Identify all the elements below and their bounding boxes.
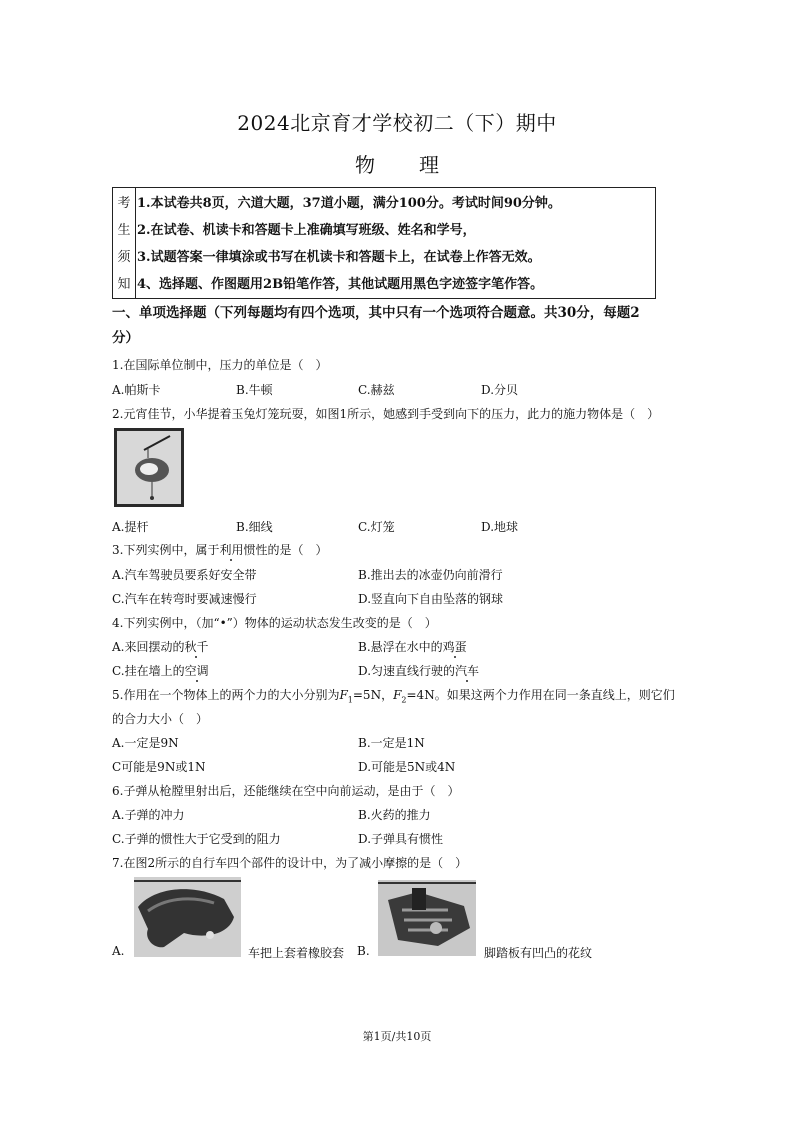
section-heading-cont: 分） <box>112 330 139 346</box>
notice-line: 4、选择题、作图题用2B铅笔作答，其他试题用黑色字迹签字笔作答。 <box>137 277 544 292</box>
notice-label-char: 知 <box>117 277 131 292</box>
q3-option-b: B.推出去的冰壶仍向前滑行 <box>358 568 503 582</box>
question-6-stem: 6.子弹从枪膛里射出后，还能继续在空中向前运动，是由于（ ） <box>112 784 460 798</box>
bike-handlebar-grip-image <box>134 877 241 957</box>
notice-line: 3.试题答案一律填涂或书写在机读卡和答题卡上，在试卷上作答无效。 <box>137 250 541 265</box>
notice-label-char: 生 <box>117 223 131 238</box>
notice-line: 1.本试卷共8页，六道大题，37道小题，满分100分。考试时间90分钟。 <box>137 196 561 211</box>
question-2-stem: 2.元宵佳节，小华提着玉兔灯笼玩耍，如图1所示，她感到手受到向下的压力，此力的施力物体是（ ） <box>112 407 660 421</box>
q6-option-c: C.子弹的惯性大于它受到的阻力 <box>112 832 281 846</box>
notice-label-char: 考 <box>117 196 131 211</box>
q6-option-d: D.子弹具有惯性 <box>358 832 444 846</box>
q6-option-b: B.火药的推力 <box>358 808 431 822</box>
bike-pedal-image <box>378 880 476 956</box>
q1-option-c: C.赫兹 <box>358 383 395 397</box>
question-5-stem-cont: 的合力大小（ ） <box>112 712 209 726</box>
q4-option-c: C.挂在墙上的空调 <box>112 664 209 678</box>
question-5-stem: 5.作用在一个物体上的两个力的大小分别为$F_1=5N$，$F_2=4N$。如果这两个力作用在同一条直线上，则它们 <box>112 688 675 705</box>
q4-option-d: D.匀速直线行驶的汽车 <box>358 664 480 678</box>
emphasis-text: 汽车 <box>455 664 480 678</box>
emphasis-text: 鸡蛋 <box>442 640 467 654</box>
q2-option-d: D.地球 <box>481 520 519 534</box>
q7-option-b-label: B. <box>357 944 370 958</box>
q5-option-b: B.一定是1N <box>358 736 425 750</box>
page-footer: 第1页/共10页 <box>362 1030 432 1043</box>
q2-option-a: A.提杆 <box>112 520 149 534</box>
notice-label-char: 须 <box>117 250 131 265</box>
notice-label-column <box>113 188 136 298</box>
notice-line: 2.在试卷、机读卡和答题卡上准确填写班级、姓名和学号， <box>137 223 476 238</box>
q4-option-a: A.来回摆动的秋千 <box>112 640 209 654</box>
question-4-stem: 4.下列实例中，（加“•”）物体的运动状态发生改变的是（ ） <box>112 616 437 630</box>
q2-option-b: B.细线 <box>236 520 273 534</box>
q5-option-a: A.一定是9N <box>112 736 179 750</box>
q1-option-b: B.牛顿 <box>236 383 273 397</box>
q6-option-a: A.子弹的冲力 <box>112 808 185 822</box>
question-3-stem: 3.下列实例中，属于利用惯性的是（ ） <box>112 543 328 557</box>
subject-title: 物理 <box>355 153 483 177</box>
section-heading: 一、单项选择题（下列每题均有四个选项，其中只有一个选项符合题意。共30分，每题2 <box>112 305 640 321</box>
exam-notice-box <box>112 187 656 299</box>
q3-option-a: A.汽车驾驶员要系好安全带 <box>112 568 257 582</box>
q2-option-c: C.灯笼 <box>358 520 395 534</box>
emphasis-text: 利用 <box>219 543 244 557</box>
q1-option-a: A.帕斯卡 <box>112 383 161 397</box>
q5-option-c: C可能是9N或1N <box>112 760 206 774</box>
q7-option-a-text: 车把上套着橡胶套 <box>248 946 345 960</box>
emphasis-text: 空调 <box>184 664 209 678</box>
lantern-figure-image <box>114 428 184 507</box>
q3-option-d: D.竖直向下自由坠落的钢球 <box>358 592 504 606</box>
page-title: 2024北京育才学校初二（下）期中 <box>237 111 557 135</box>
q3-option-c: C.汽车在转弯时要减速慢行 <box>112 592 257 606</box>
q4-option-b: B.悬浮在水中的鸡蛋 <box>358 640 467 654</box>
question-7-stem: 7.在图2所示的自行车四个部件的设计中，为了减小摩擦的是（ ） <box>112 856 468 870</box>
emphasis-text: 秋千 <box>184 640 209 654</box>
q5-option-d: D.可能是5N或4N <box>358 760 456 774</box>
q7-option-a-label: A. <box>112 944 125 958</box>
q7-option-b-text: 脚踏板有凹凸的花纹 <box>484 946 593 960</box>
question-1-stem: 1.在国际单位制中，压力的单位是（ ） <box>112 358 328 372</box>
q1-option-d: D.分贝 <box>481 383 519 397</box>
